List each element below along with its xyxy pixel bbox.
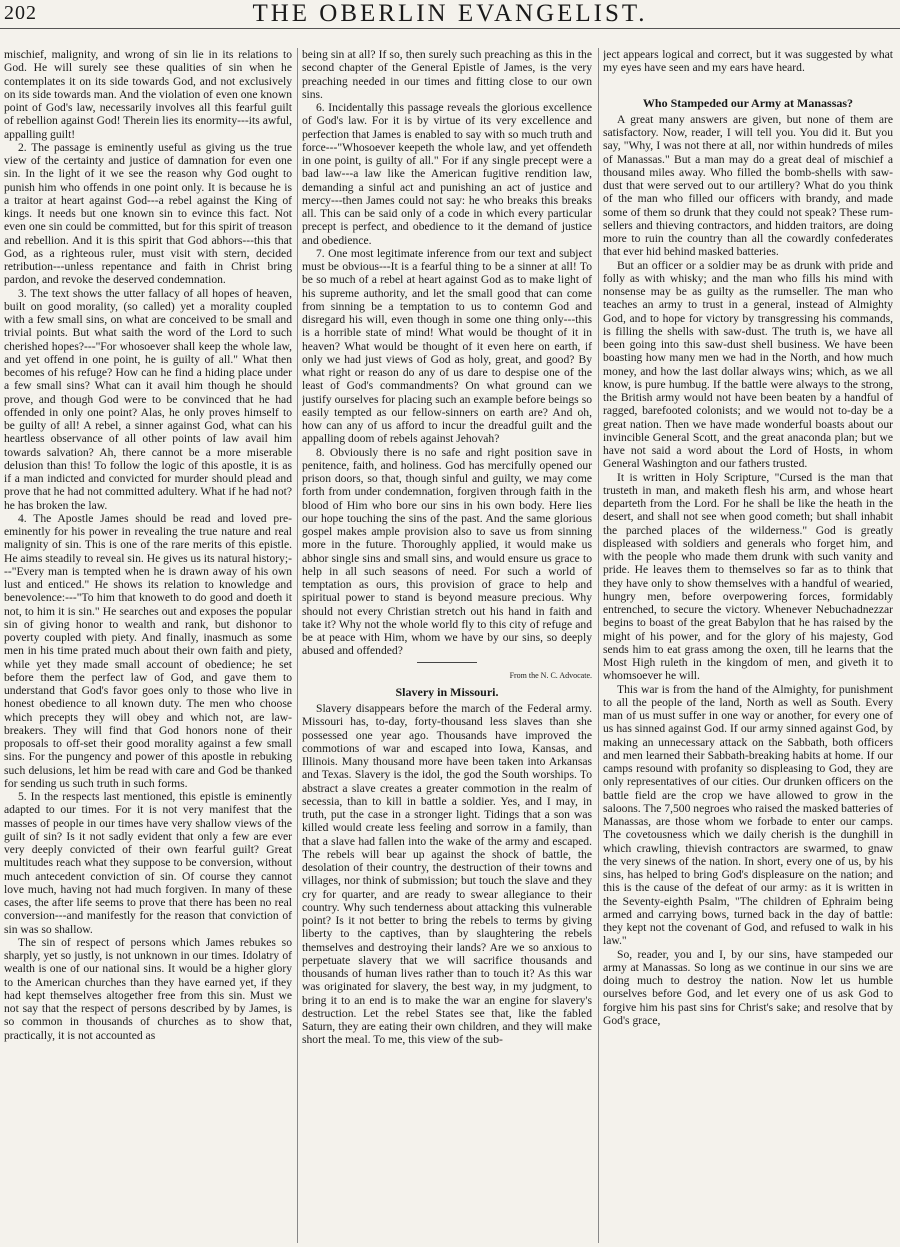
column-left (4, 48, 292, 1243)
paragraph: A great many answers are given, but none of them are satisfactory. Now, reader, I will tell you. You did it. But you say, "Why, I was not there at all, nor within hundreds of miles of Manassas." But a man may do a great deal of mischief a thousand miles away. Who filled the bomb-shells with saw-dust that were served out to our artillery? What do you think of the man who filled our officers with brandy, and made some of them so drunk that they could not speak? These rum-sellers and thieving contractors, and hidden traitors, are doing more to ruin the country than all the cowardly confederates that ever hid behind masked batteries. (603, 112, 893, 259)
page-number: 202 (4, 2, 37, 24)
paragraph: being sin at all? If so, then surely such preaching as this in the second chapter of the General Epistle of James, is the very preaching needed in our times and fitting close to our own sins. (302, 48, 592, 101)
paragraph: 8. Obviously there is no safe and right position save in penitence, faith, and holiness. God has mercifully opened our prison doors, so that, though sinful and guilty, we may come forth from under condemnation, forgiven through faith in the blood of Him who bore our sins in his own body. Here lies our hope touching the sins of the past. And the same glorious gospel makes ample provision also to save us from sinning more in the future. Thoroughly applied, it would make us abhor single sins and small sins, and would ensure us grace to help in all such seasons of need. For such a world of temptation as ours, this provision of grace to help and spiritual power to stand is beyond measure precious. Why should not every Christian stretch out his hand in faith and take it? Why not the whole world fly to this city of refuge and be at peace with Him, whom we have by our sins, so deeply abused and offended? (302, 445, 592, 658)
paragraph: 6. Incidentally this passage reveals the glorious excellence of God's law. For it is by virtue of its very excellence and perfection that James is enabled to say with so much truth and force---"Whosoever keepeth the whole law, and yet offendeth in one point, is guilty of all." For if any single precept were a bad law---a law like the American fugitive rendition law, demanding a sinful act and punishing an act of justice and mercy---then James could not say: he who breaks this breaks all. This can be said only of a code in which every particular precept is perfect, and obedience to it the demand of justice and obedience. (302, 101, 592, 247)
paragraph: 5. In the respects last mentioned, this epistle is eminently adapted to our times. For it is not very manifest that the masses of people in our times have very shallow views of the guilt of sin? Is it not sadly evident that only a few are ever very deeply convicted of their own fearful guilt? Great multitudes reach what they suppose to be conversion, without much antecedent conviction of sin. Of course they cannot love much, having not had much forgiven. In many of these cases, the after life seems to prove that there has been no real conversion---and manifestly for the reason that conviction of sin was so shallow. (4, 790, 292, 936)
paragraph: This war is from the hand of the Almighty, for punishment to all the people of the land, North as well as South. Every man of us must suffer in one way or another, for every one of us has sinned against God. If our army sinned against God, by making an unnecessary attack on the Sabbath, both officers and men learned their Sabbath-breaking habits at home. If our camps resound with profanity so displeasing to God, they are only representatives of our cities. Our drunken officers on the battle field are the crop we have allowed to grow in the saloons. The 7,500 negroes who raised the masked batteries of Manassas, are those whom we forbade to enter our camps. The covetousness which we daily cherish is the dunghill in which crawling, thievish contractors are swarmed, to gnaw the very sinews of the nation. In short, every one of us, by his sins, has helped to bring God's displeasure on the nation; and this is the cause of the defeat of our army: as it is written in the Seventy-eighth Psalm, "The children of Ephraim being armed and carrying bows, turned back in the day of battle: they kept not the covenant of God, and refused to walk in his law." (603, 682, 893, 948)
paragraph: 2. The passage is eminently useful as giving us the true view of the certainty and justice of damnation for even one sin. In the light of it we see the reason why God ought to punish him who offends in one point only. It is because he is a traitor at heart against God---a rebel against the King of kings. It needs but one known sin to evince this fact. Not even one sin could be committed, but for this spirit of treason and rebellion. And it is this spirit that God abhors---this that God, as a righteous ruler, must visit with stern, decided retribution---unless repentance and faith in Christ bring pardon, and revoke the deserved condemnation. (4, 140, 292, 287)
paragraph: It is written in Holy Scripture, "Cursed is the man that trusteth in man, and maketh flesh his arm, and whose heart departeth from the Lord. For he shall be like the heath in the desert, and shall not see when good cometh; but shall inhabit the parched places of the wilderness." God is greatly displeased with soldiers and generals who forget him, and with the people who made them drunk with such vanity and pride. He leaves them to themselves so far as to think that they have only to show themselves with a handful of wearied, hungry men, before overpowering forces, formidably entrenched, to secure the victory. Whenever Nebuchadnezzar begins to boast of the great Babylon that he has raised by the might of his power, and for the glory of his majesty, God sends him to eat grass among the oxen, till he learns that the Most High ruleth in the kingdom of men, and giveth it to whomsoever he will. (603, 470, 893, 683)
paragraph: But an officer or a soldier may be as drunk with pride and folly as with whisky; and the man who fills his mind with nonsense may be as guilty as the rumseller. The man who teaches an army to trust in a general, instead of Almighty God, and to hope for victory by transgressing his commands, is filling the shells with saw-dust. The truth is, we have all been going into this saw-dust shell business. We have been boasting how many men we had in the North, and how much money, and how the last dollar always wins; which, as we all know, is pure humbug. If the battle were always to the strong, the British army would not have been beaten by a handful of ragged, barefooted colonists; and we would not to-day be a great nation. Then we have made wonderful boasts about our invincible General Scott, and the great anaconda plan; but we have not said a word about the Lord of Hosts, in whom General Washington and our fathers trusted. (603, 258, 893, 471)
paragraph: 7. One most legitimate inference from our text and subject must be obvious---It is a fearful thing to be a sinner at all! To be so much of a rebel at heart against God as to make light of his supreme authority, and let the small good that can come from sinning be a temptation to us to contemn God and disregard his will, even though in some one thing only---this is a horrible state of mind! What would be thought of it in heaven? What would be thought of it even here on earth, if only we had just views of God as holy, great, and good? By what right or reason do any of us dare to despise one of the least of God's commandments? On what ground can we justify ourselves for placing such an example before beings so easily tempted as our fellow-sinners on earth are? And oh, how can any of us afford to incur the dreadful guilt and the appalling doom of rebels against Jehovah? (302, 246, 592, 446)
paragraph: 3. The text shows the utter fallacy of all hopes of heaven, built on good morality, (so called) yet a morality coupled with a few small sins, on what are conceived to be small and trivial points. But what saith the word of the Lord to such cherished hopes?---"For whosoever shall keep the whole law, and yet offend in one point, he is guilty of all." What then becomes of his refuge? How can he find a hiding place under a few small sins? What can it avail him though he should prove, and though God were to be convinced that he had offended in only one point? Alas, he only proves himself to be guilty of all! A rebel, a sinner against God, what can his heartless observance of all other points of law avail him towards salvation? Ah, there cannot be a more miserable delusion than this! To follow the logic of this apostle, it is as if a man indicted and convicted for murder should plead and prove that he had not committed adultery. What if he had not? he has broken the law. (4, 286, 292, 512)
article-heading: Slavery in Missouri. (395, 684, 499, 699)
article-separator (417, 662, 477, 663)
column-right (603, 48, 893, 1243)
paragraph: So, reader, you and I, by our sins, have stampeded our army at Manassas. So long as we continue in our sins we are doing much to destroy the nation. Now let us humble ourselves before God, and let every one of us ask God to forgive him his past sins for Christ's sake; and resolve that by God's grace, (603, 947, 893, 1027)
masthead (0, 0, 900, 29)
paragraph: mischief, malignity, and wrong of sin lie in its relations to God. He will surely see these qualities of sin when he contemplates it on its side towards God, and not exclusively on its side towards man. And the violation of even one known point of God's law, necessarily involves all this fearful guilt of rebellion against God! Therein lies its enormity---its awful, appalling guilt! (4, 48, 292, 141)
running-head-title: THE OBERLIN EVANGELIST. (252, 0, 648, 27)
column-rule (598, 48, 599, 1243)
paragraph: Slavery disappears before the march of the Federal army. Missouri has, to-day, forty-thousand less slaves than she possessed one year ago. Thousands have improved the commotions of war and escaped into Iowa, Kansas, and Illinois. Many thousand more have been taken into Arkansas and Texas. Slavery is the idol, the god the South worships. To abstract a slave creates a greater commotion in the realm of secessia, than to kill in battle a soldier. Yes, and I may, in truth, put the case in a stronger light. Tidings that a son was killed would create less feeling and sorrow in a family, than that a slave had fallen into the wake of the army and escaped. The rebels will bear up against the shock of battle, the desolation of their country, the destruction of their towns and villages, nor think of submission; but touch the slave and they cry for quarter, and are ready to swear allegiance to their country. Why such tenderness about attacking this vulnerable point? Is it not better to bring the rebels to terms by giving liberty to the captives, than by slaughtering the rebels themselves and destroying their lands? Are we so anxious to perpetuate slavery that we will sacrifice thousands and thousands of human lives rather than to touch it? As this war was originated for slavery, the best way, in my judgment, to bring it to an end is to make the war an engine for slavery's destruction. Let the rebel States see that, like the fabled Saturn, they are eating their own children, and they will make short the meal. To me, this view of the sub- (302, 702, 592, 1047)
column-middle (302, 48, 592, 1243)
paragraph: ject appears logical and correct, but it was suggested by what my eyes have seen and my ears have heard. (603, 48, 893, 75)
article-source-credit: From the N. C. Advocate. (509, 670, 592, 680)
paragraph: 4. The Apostle James should be read and loved pre-eminently for his power in revealing the true nature and real malignity of sin. This is one of the rare merits of this epistle. He aims steadily to reveal sin. He gives us its natural history;---"Every man is tempted when he is drawn away of his own lust and enticed." He shows its relation to knowledge and benevolence:---"To him that knoweth to do good and doeth it not, to him it is sin." He searches out and exposes the popular sin of giving honor to wealth and rank, but dishonor to poverty coupled with piety. And finally, inasmuch as some men in his time prated much about their own faith and piety, while yet they made small account of obedience; he set before them the perfect law of God, and gave them to understand that God's favor goes only to those who live in honest obedience to all known duty. The men who choose which precepts they will obey and which not, are law-breakers. They will find that God honors none of their proposals to off-set their good morality against a few small sins. For the pungency and power of this apostle in rebuking such delusions, let him be read with care and God be thanked for sending us such truth in such forms. (4, 511, 292, 790)
article-gap (603, 75, 893, 93)
article-heading: Who Stampeded our Army at Manassas? (642, 95, 854, 110)
paragraph: The sin of respect of persons which James rebukes so sharply, yet so justly, is not unknown in our times. Idolatry of wealth is one of our national sins. It would be a higher glory to the American churches than they have earned yet, if they had kept themselves altogether free from this sin. Must we not say that the respect of persons described by by James, is so common in thousands of churches as to show that, practically, it is not accounted as (4, 935, 292, 1042)
column-rule (297, 48, 298, 1243)
